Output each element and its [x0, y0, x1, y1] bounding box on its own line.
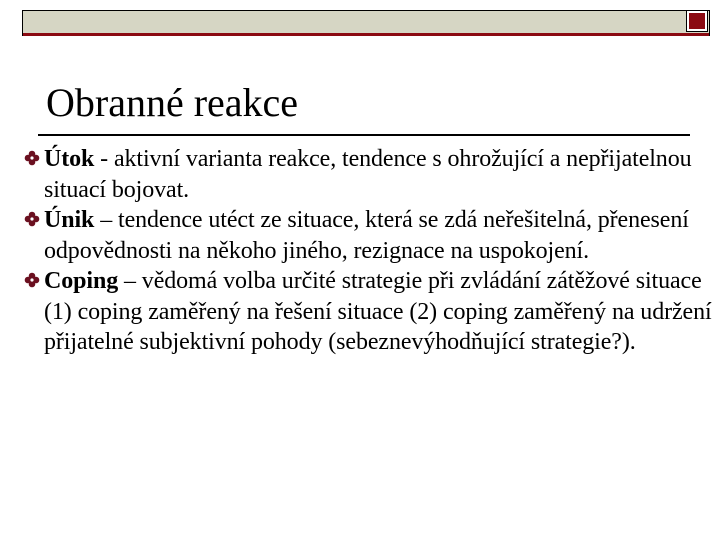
bullet-text: – tendence utéct ze situace, která se zdá neřešitelná, přenesení odpovědnosti na někoho jiného, rezignace na uspokojení.	[44, 207, 689, 264]
header-band	[22, 10, 710, 36]
bullet-term: Útok	[44, 146, 95, 172]
bullet-item-coping	[24, 266, 720, 358]
bullet-term: Únik	[44, 207, 95, 233]
diamond-bullet-icon	[24, 211, 40, 227]
slide-title: Obranné reakce	[46, 80, 299, 125]
diamond-bullet-icon	[24, 272, 40, 288]
diamond-bullet-icon	[24, 150, 40, 166]
bullet-item-unik	[24, 205, 720, 266]
header-square-fill	[689, 13, 705, 29]
bullet-list	[24, 144, 720, 358]
bullet-item-utok	[24, 144, 720, 205]
bullet-text: - aktivní varianta reakce, tendence s ohrožující a nepřijatelnou situací bojovat.	[44, 146, 692, 203]
bullet-text: – vědomá volba určité strategie při zvládání zátěžové situace (1) coping zaměřený na řešení situace (2) coping zaměřený na udržení přijatelné subjektivní pohody (sebeznevýhodňující strategie?).	[44, 268, 712, 355]
title-divider	[38, 134, 690, 136]
header-band-stripe	[23, 33, 709, 36]
bullet-term: Coping	[44, 268, 119, 294]
